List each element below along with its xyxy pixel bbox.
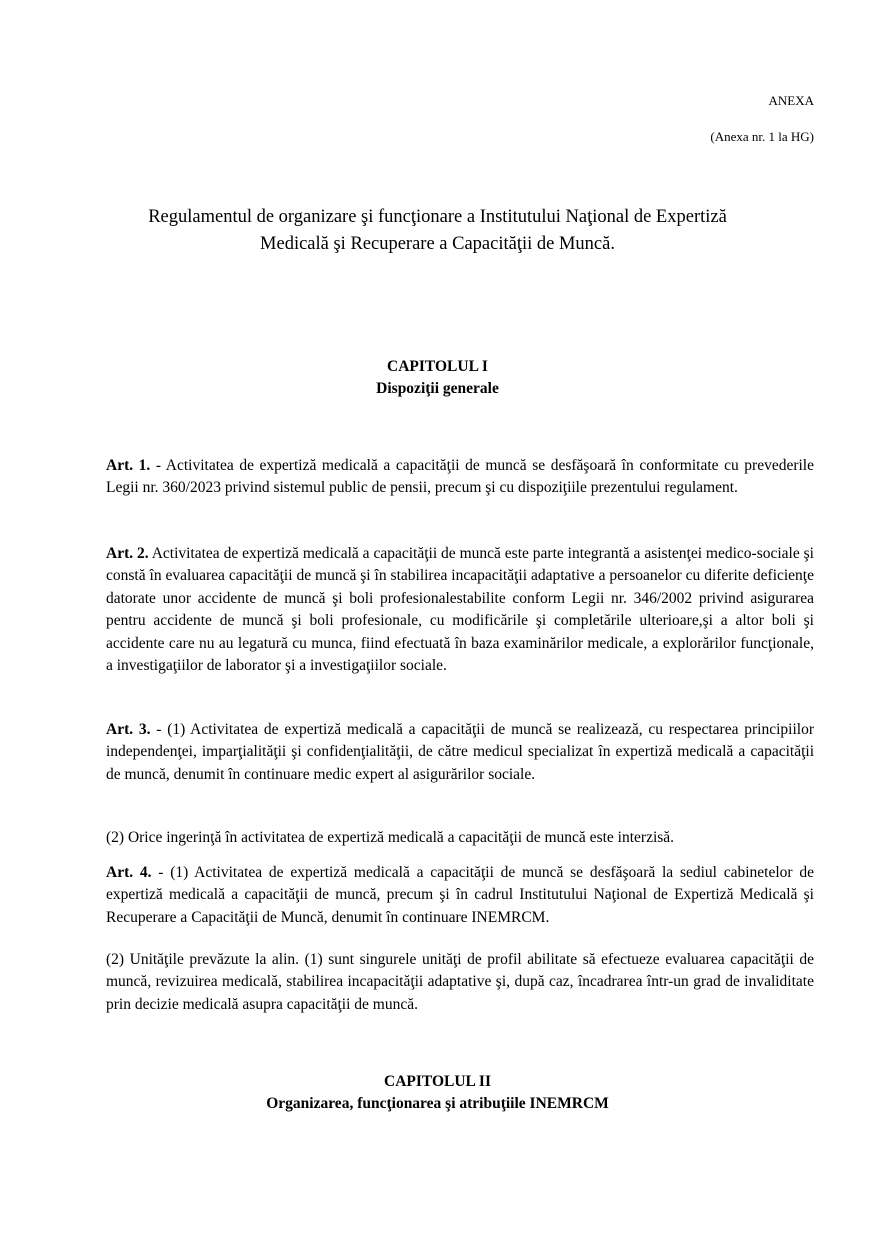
- article-3-text: - (1) Activitatea de expertiză medicală a capacităţii de muncă se realizează, cu respectarea principiilor independenţei, imparţialităţii şi confidenţialităţii, de către medicul specializat în expertiză medicală a capacităţii de muncă, denumit în continuare medic expert al asigurărilor sociale.: [106, 721, 814, 783]
- document-title: [60, 204, 815, 258]
- article-4-text: - (1) Activitatea de expertiză medicală a capacităţii de muncă se desfăşoară la sediul cabinetelor de expertiză medicală a capacităţii de muncă, precum şi în cadrul Institutului Naţional de Expertiză Medicală şi Recuperare a Capacităţii de Muncă, denumit în continuare INEMRCM.: [106, 864, 814, 926]
- article-3-paragraph-2: [106, 827, 814, 849]
- document-title-line-1: Regulamentul de organizare şi funcţionare a Institutului Naţional de Expertiză: [148, 207, 727, 227]
- article-3-paragraph-2-text: (2) Orice ingerinţă în activitatea de expertiză medicală a capacităţii de muncă este interzisă.: [106, 829, 675, 846]
- article-3: [106, 719, 814, 786]
- article-4: [106, 862, 814, 929]
- annex-reference: (Anexa nr. 1 la HG): [710, 129, 814, 144]
- article-2-label: Art. 2.: [106, 545, 149, 562]
- article-1: [106, 455, 814, 500]
- article-3-label: Art. 3.: [106, 721, 151, 738]
- chapter-2-name: Organizarea, funcţionarea şi atribuţiile INEMRCM: [266, 1095, 609, 1112]
- article-1-text: - Activitatea de expertiză medicală a capacităţii de muncă se desfăşoară în conformitate cu prevederile Legii nr. 360/2023 privind sistemul public de pensii, precum şi cu dispoziţiile prezentului regulament.: [106, 457, 814, 497]
- chapter-1-heading: [60, 356, 815, 400]
- article-4-paragraph-2-text: (2) Unităţile prevăzute la alin. (1) sunt singurele unităţi de profil abilitate să efectueze evaluarea capacităţii de muncă, revizuirea medicală, stabilirea incapacităţii adaptative şi, după caz, încadrarea într-un grad de invaliditate prin decizie medicală asupra capacităţii de muncă.: [106, 951, 814, 1013]
- article-2-text: Activitatea de expertiză medicală a capacităţii de muncă este parte integrantă a asistenţei medico-sociale şi constă în evaluarea capacităţii de muncă şi în stabilirea incapacităţii adaptative a persoanelor cu diferite deficienţe datorate unor accidente de muncă şi boli profesionalestabilite conform Legii nr. 346/2002 privind asigurarea pentru accidente de muncă şi boli profesionale, cu modificările şi completările ulterioare,şi a altor boli şi accidente care nu au legatură cu munca, fiind efectuată în baza examinărilor medicale, a explorărilor funcţionale, a investigaţiilor de laborator şi a investigaţiilor sociale.: [106, 545, 814, 675]
- chapter-2-heading: [60, 1071, 815, 1115]
- article-4-paragraph-2: [106, 949, 814, 1016]
- document-title-line-2: Medicală şi Recuperare a Capacităţii de Muncă.: [260, 234, 615, 254]
- article-2: [106, 543, 814, 677]
- chapter-1-name: Dispoziţii generale: [376, 380, 499, 397]
- chapter-2-label: CAPITOLUL II: [384, 1073, 491, 1090]
- chapter-1-label: CAPITOLUL I: [387, 358, 488, 375]
- annex-label: ANEXA: [768, 93, 814, 108]
- article-1-label: Art. 1.: [106, 457, 151, 474]
- article-4-label: Art. 4.: [106, 864, 152, 881]
